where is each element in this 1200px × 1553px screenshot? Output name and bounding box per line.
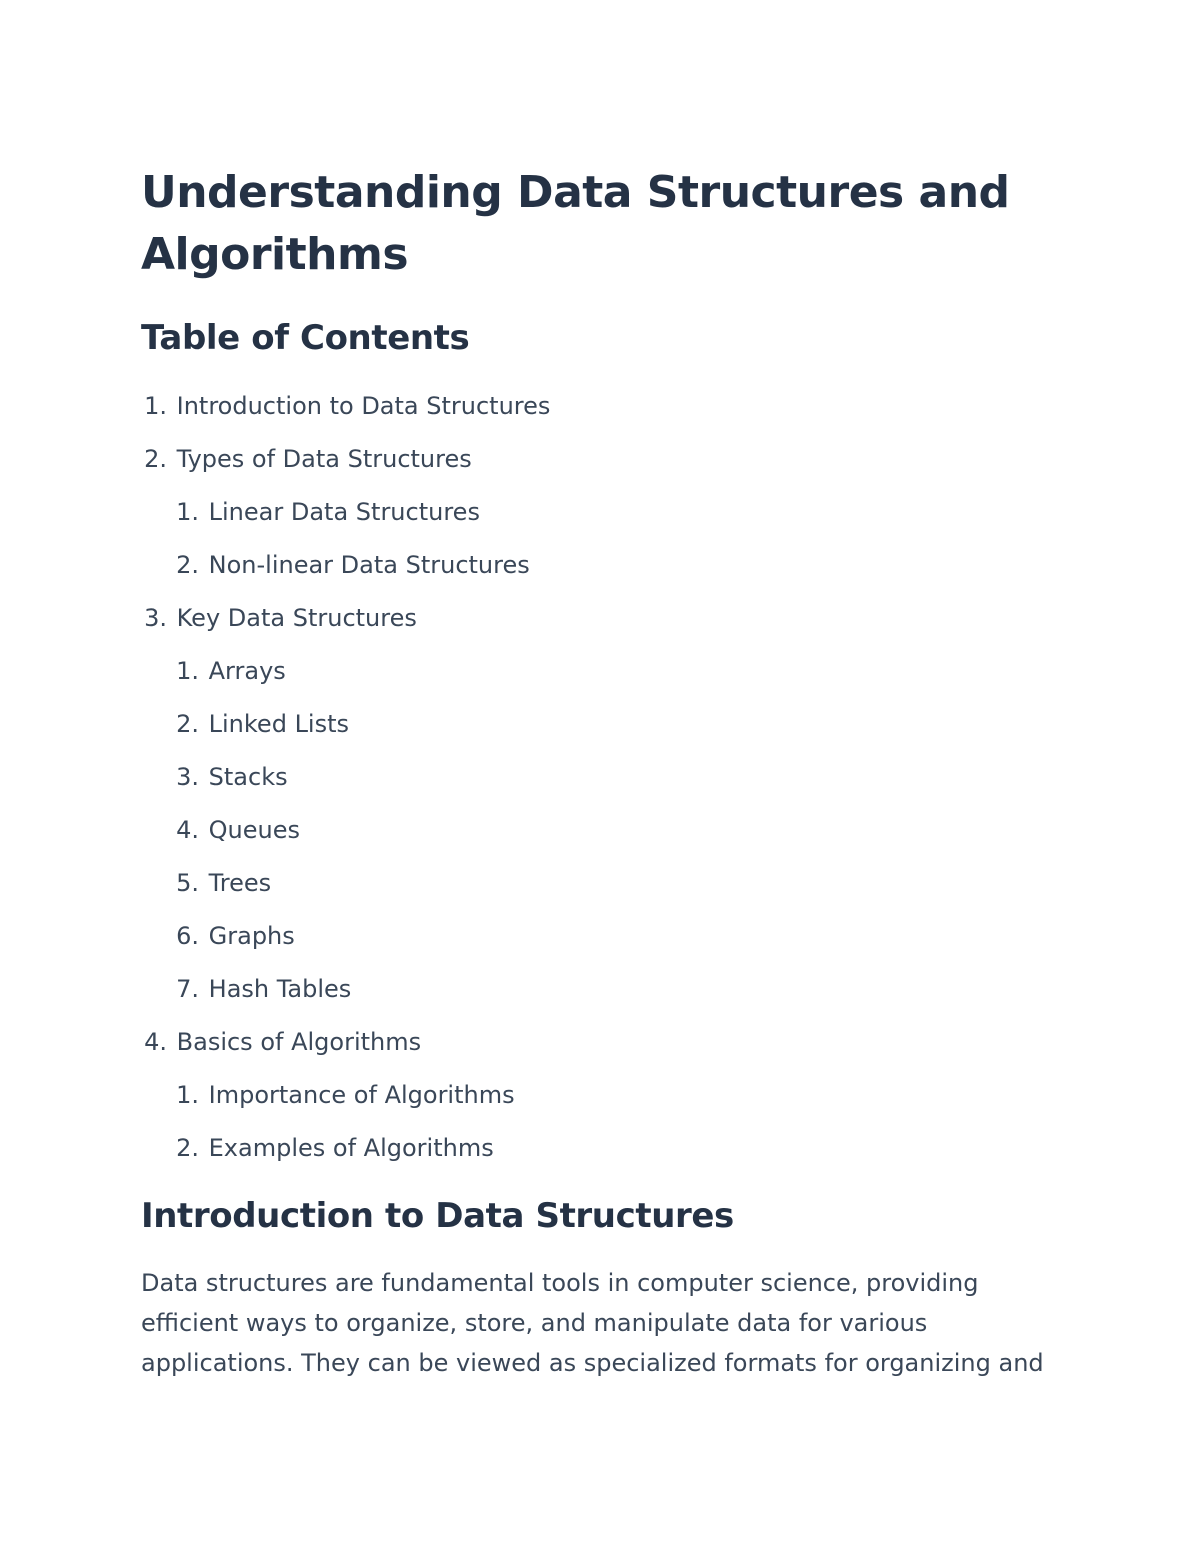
- toc-item-label: Queues: [208, 816, 300, 844]
- toc-item-label: Non-linear Data Structures: [208, 551, 530, 579]
- document-title: Understanding Data Structures and Algorithms: [141, 167, 1010, 280]
- toc-item-number: 4.: [176, 816, 199, 844]
- toc-item[interactable]: [141, 963, 841, 1016]
- document-page: [141, 0, 1071, 1553]
- table-of-contents: [141, 380, 841, 1175]
- toc-item-number: 7.: [176, 975, 199, 1003]
- toc-item[interactable]: [141, 1016, 841, 1069]
- toc-item[interactable]: [141, 645, 841, 698]
- toc-item-number: 2.: [176, 1134, 199, 1162]
- toc-item[interactable]: [141, 433, 841, 486]
- toc-item-label: Introduction to Data Structures: [176, 392, 551, 420]
- toc-item-number: 3.: [176, 763, 199, 791]
- toc-item-label: Stacks: [208, 763, 288, 791]
- toc-item-number: 1.: [144, 392, 167, 420]
- toc-item-number: 4.: [144, 1028, 167, 1056]
- toc-item-number: 1.: [176, 498, 199, 526]
- toc-item-number: 2.: [144, 445, 167, 473]
- toc-heading: Table of Contents: [141, 318, 470, 358]
- toc-item-label: Types of Data Structures: [176, 445, 472, 473]
- toc-item-number: 5.: [176, 869, 199, 897]
- toc-item-label: Trees: [208, 869, 272, 897]
- toc-item-label: Graphs: [208, 922, 295, 950]
- toc-item-number: 2.: [176, 551, 199, 579]
- toc-item-label: Basics of Algorithms: [176, 1028, 422, 1056]
- toc-item[interactable]: [141, 592, 841, 645]
- toc-item-label: Linear Data Structures: [208, 498, 480, 526]
- toc-item[interactable]: [141, 910, 841, 963]
- toc-item-number: 6.: [176, 922, 199, 950]
- toc-item-label: Key Data Structures: [176, 604, 417, 632]
- toc-item-number: 2.: [176, 710, 199, 738]
- toc-item[interactable]: [141, 751, 841, 804]
- toc-item[interactable]: [141, 380, 841, 433]
- toc-item[interactable]: [141, 804, 841, 857]
- toc-item-label: Linked Lists: [208, 710, 350, 738]
- toc-item-number: 3.: [144, 604, 167, 632]
- toc-item-label: Examples of Algorithms: [208, 1134, 494, 1162]
- toc-item-label: Importance of Algorithms: [208, 1081, 515, 1109]
- toc-item-label: Hash Tables: [208, 975, 352, 1003]
- toc-item[interactable]: [141, 486, 841, 539]
- section-heading-introduction: Introduction to Data Structures: [141, 1196, 734, 1236]
- intro-paragraph: Data structures are fundamental tools in computer science, providing efficient ways to organize, store, and manipulate data for various applications. They can be viewed as specialized formats for organizing and: [141, 1269, 1044, 1377]
- toc-item[interactable]: [141, 857, 841, 910]
- toc-item-label: Arrays: [208, 657, 286, 685]
- toc-item[interactable]: [141, 698, 841, 751]
- toc-item[interactable]: [141, 1069, 841, 1122]
- toc-item[interactable]: [141, 1122, 841, 1175]
- toc-item-number: 1.: [176, 1081, 199, 1109]
- toc-item[interactable]: [141, 539, 841, 592]
- toc-item-number: 1.: [176, 657, 199, 685]
